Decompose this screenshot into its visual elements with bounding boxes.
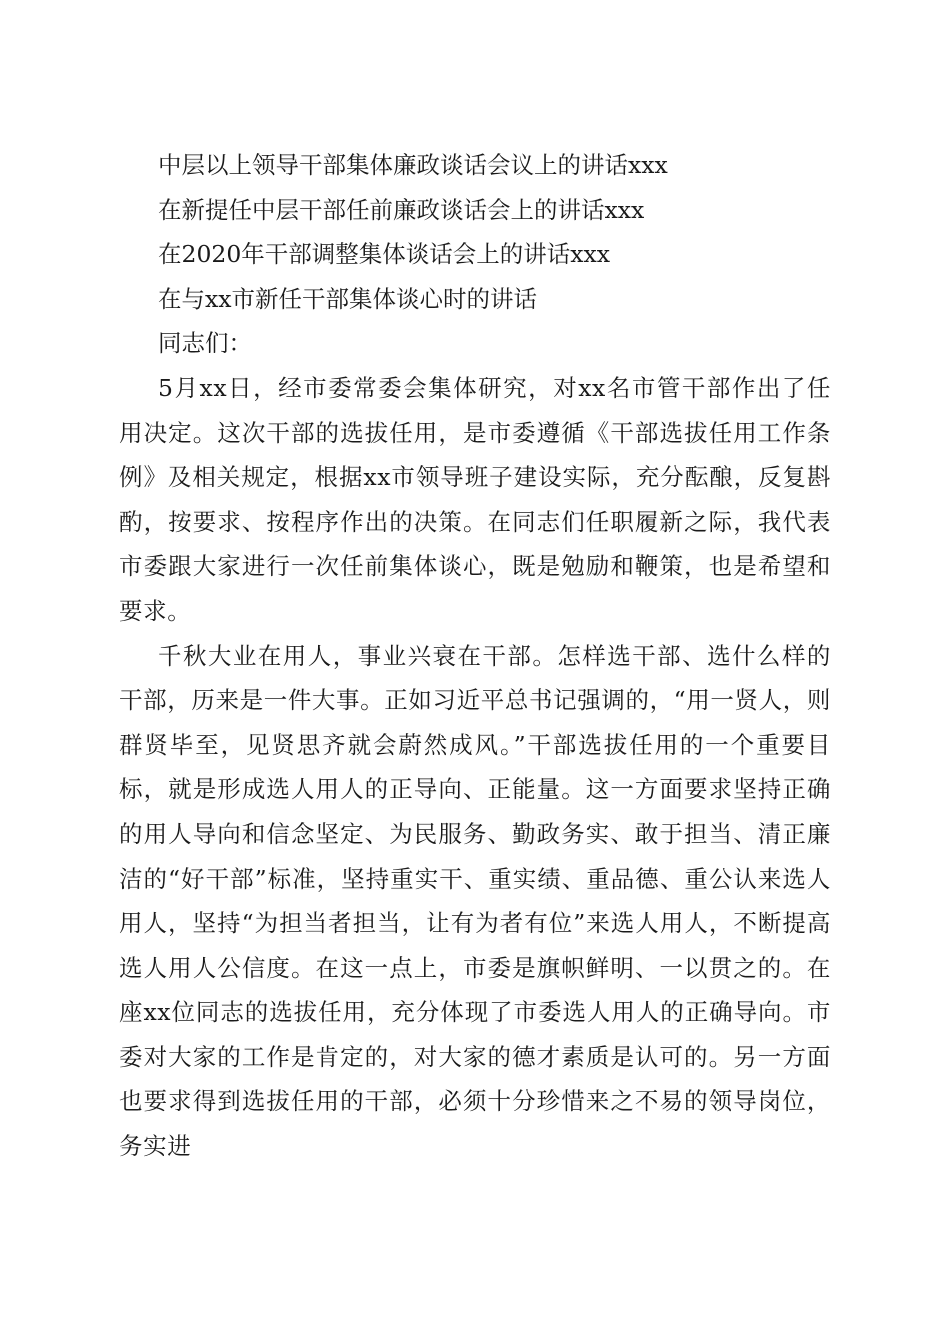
paragraph-1: 5月xx日，经市委常委会集体研究，对xx名市管干部作出了任用决定。这次干部的选拔任用，是市委遵循《干部选拔任用工作条例》及相关规定，根据xx市领导班子建设实际，充分酝酿，反复斟酌，按要求、按程序作出的决策。在同志们任职履新之际，我代表市委跟大家进行一次任前集体谈心，既是勉励和鞭策，也是希望和要求。 <box>119 373 831 625</box>
heading-2: 在新提任中层干部任前廉政谈话会上的讲话xxx <box>158 195 645 224</box>
heading-1: 中层以上领导干部集体廉政谈话会议上的讲话xxx <box>158 151 668 179</box>
heading-3: 在2020年干部调整集体谈话会上的讲话xxx <box>158 240 611 269</box>
heading-4: 在与xx市新任干部集体谈心时的讲话 <box>158 284 538 313</box>
paragraph-2: 千秋大业在用人，事业兴衰在干部。怎样选干部、选什么样的干部，历来是一件大事。正如习近平总书记强调的，“用一贤人，则群贤毕至，见贤思齐就会蔚然成风。”干部选拔任用的一个重要目标，就是形成选人用人的正导向、正能量。这一方面要求坚持正确的用人导向和信念坚定、为民服务、勤政务实、敢于担当、清正廉洁的“好干部”标准，坚持重实干、重实绩、重品德、重公认来选人用人，坚持“为担当者担当，让有为者有位”来选人用人，不断提高选人用人公信度。在这一点上，市委是旗帜鲜明、一以贯之的。在座xx位同志的选拔任用，充分体现了市委选人用人的正确导向。市委对大家的工作是肯定的，对大家的德才素质是认可的。另一方面也要求得到选拔任用的干部，必须十分珍惜来之不易的领导岗位，务实进 <box>119 641 831 1161</box>
document-body <box>119 143 831 1169</box>
salutation: 同志们： <box>158 329 252 358</box>
